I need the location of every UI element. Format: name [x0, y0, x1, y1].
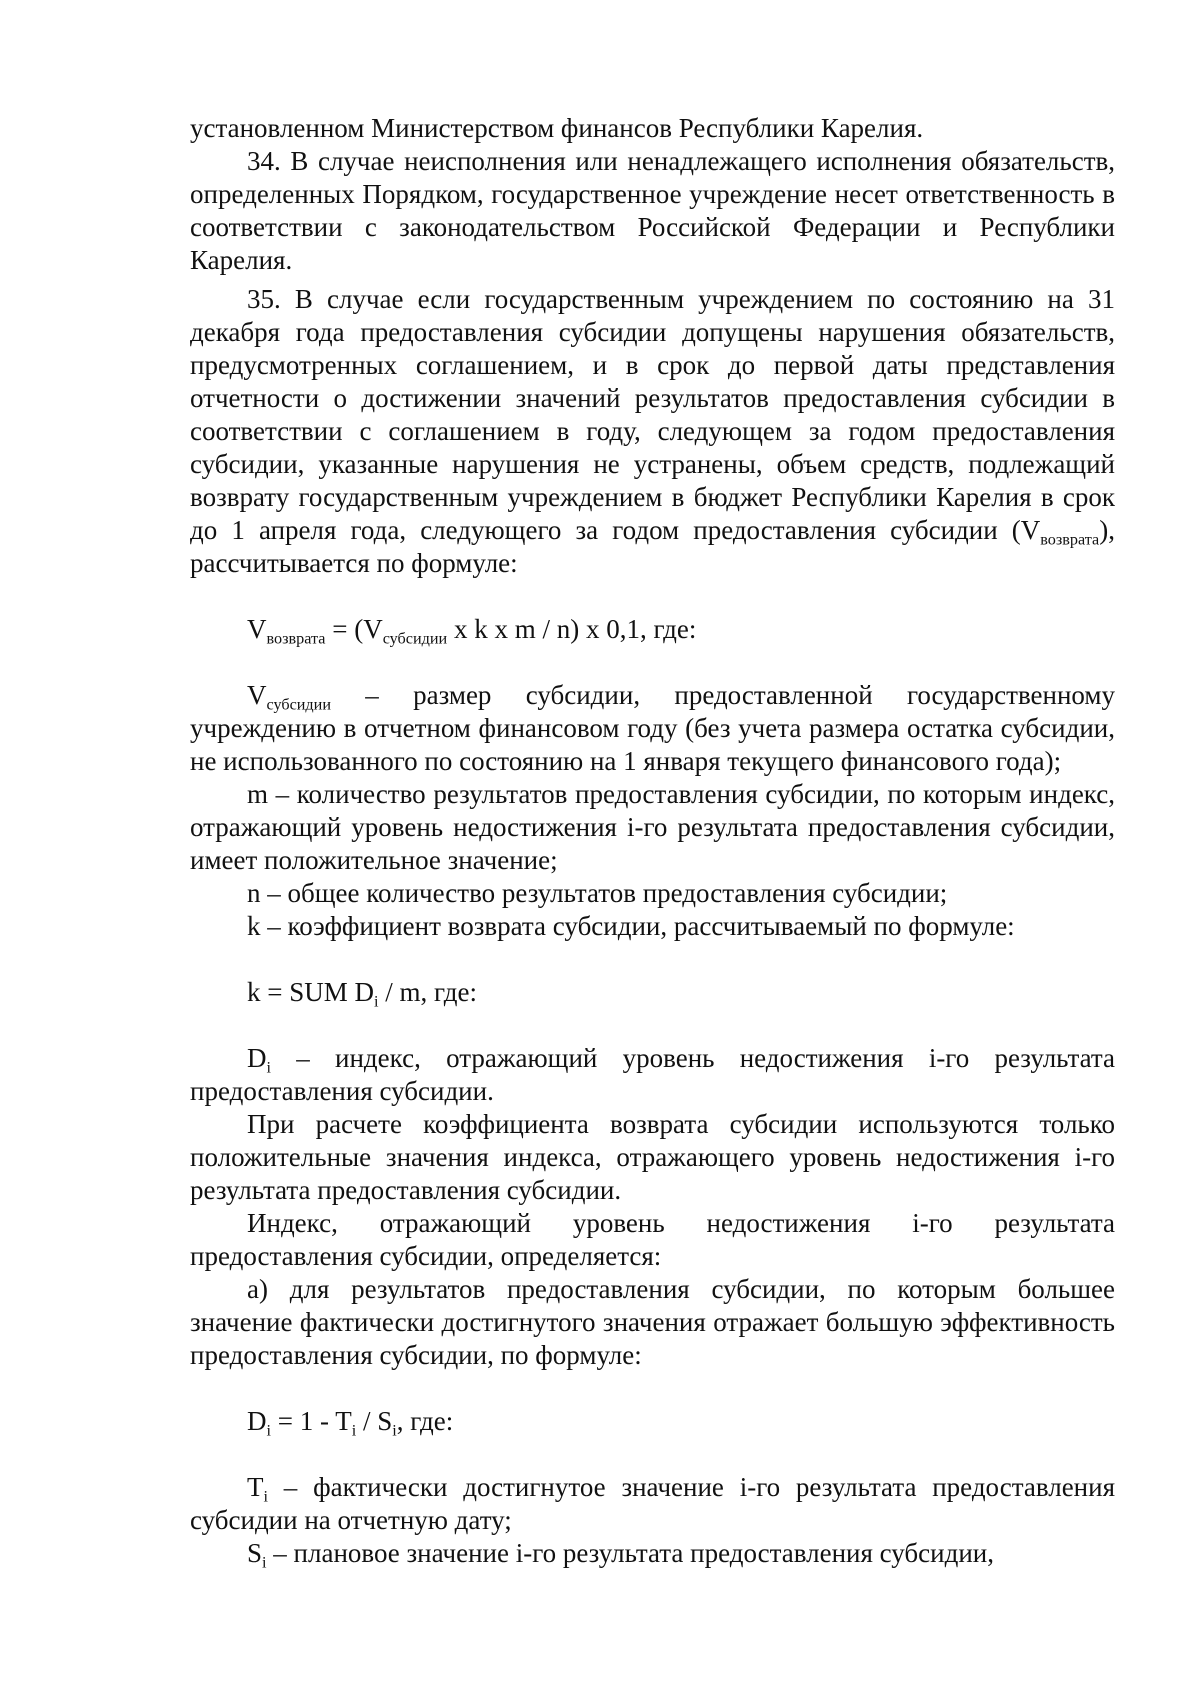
- formula-symbol: V: [247, 614, 267, 644]
- paragraph-34: 34. В случае неисполнения или ненадлежащего исполнения обязательств, определенных Порядком, государственное учреждение несет ответственность в соответствии с законодательством Российской Федерации и Республики Карелия.: [190, 146, 1115, 275]
- formula-k: [190, 976, 1115, 1009]
- formula-subscript: i: [392, 1421, 397, 1440]
- definition-s: [190, 1537, 1115, 1570]
- document-page: [190, 112, 1115, 1570]
- formula-part: , где:: [396, 1406, 454, 1436]
- definition-symbol: D: [247, 1043, 267, 1073]
- paragraph-35-subscript: возврата: [1040, 530, 1100, 549]
- definition-subscript: i: [262, 1553, 267, 1572]
- formula-part: = (V: [325, 614, 383, 644]
- definition-m: m – количество результатов предоставления субсидии, по которым индекс, отражающий уровень недостижения i-го результата предоставления субсидии, имеет положительное значение;: [190, 779, 1115, 875]
- formula-subscript: i: [374, 992, 379, 1011]
- definition-text: – плановое значение i-го результата предоставления субсидии,: [266, 1538, 994, 1568]
- definition-symbol: S: [247, 1538, 263, 1568]
- paragraph-calc: При расчете коэффициента возврата субсидии используются только положительные значения индекса, отражающего уровень недостижения i-го результата предоставления субсидии.: [190, 1109, 1115, 1205]
- definition-text: – фактически достигнутое значение i-го результата предоставления субсидии на отчетную дату;: [190, 1472, 1115, 1535]
- definition-subscript: субсидии: [266, 695, 331, 714]
- definition-d: [190, 1042, 1115, 1108]
- definition-t: [190, 1471, 1115, 1537]
- definition-subscript: i: [263, 1487, 268, 1506]
- definition-n: n – общее количество результатов предоставления субсидии;: [247, 878, 948, 908]
- formula-part: x k x m / n) x 0,1, где:: [447, 614, 697, 644]
- formula-subscript: i: [266, 1421, 271, 1440]
- formula-part: / S: [356, 1406, 393, 1436]
- formula-part: D: [247, 1406, 267, 1436]
- formula-d: [190, 1405, 1115, 1438]
- definition-k: k – коэффициент возврата субсидии, рассчитываемый по формуле:: [247, 911, 1015, 941]
- definition-text: – индекс, отражающий уровень недостижения i-го результата предоставления субсидии.: [190, 1043, 1115, 1106]
- formula-part: k = SUM D: [247, 977, 374, 1007]
- formula-subscript: возврата: [266, 629, 326, 648]
- formula-part: = 1 - T: [271, 1406, 352, 1436]
- intro-line: установленном Министерством финансов Республики Карелия.: [190, 113, 924, 143]
- definition-symbol: T: [247, 1472, 264, 1502]
- paragraph-item-a: а) для результатов предоставления субсидии, по которым большее значение фактически достигнутого значения отражает большую эффективность предоставления субсидии, по формуле:: [190, 1274, 1115, 1370]
- paragraph-35-text: 35. В случае если государственным учреждением по состоянию на 31 декабря года предоставления субсидии допущены нарушения обязательств, предусмотренных соглашением, и в срок до первой даты представления отчетности о достижении значений результатов предоставления субсидии в соответствии с соглашением в году, следующем за годом предоставления субсидии, указанные нарушения не устранены, объем средств, подлежащий возврату государственным учреждением в бюджет Республики Карелия в срок до 1 апреля года, следующего за годом предоставления субсидии (V: [190, 284, 1115, 545]
- definition-v-subsidy: [190, 679, 1115, 778]
- formula-subscript: субсидии: [382, 629, 448, 648]
- definition-text: – размер субсидии, предоставленной государственному учреждению в отчетном финансовом году (без учета размера остатка субсидии, не использованного по состоянию на 1 января текущего финансового года);: [190, 680, 1115, 776]
- formula-subscript: i: [351, 1421, 357, 1440]
- formula-part: / m, где:: [378, 977, 477, 1007]
- definition-symbol: V: [247, 680, 267, 710]
- definition-subscript: i: [266, 1058, 271, 1077]
- paragraph-index: Индекс, отражающий уровень недостижения i-го результата предоставления субсидии, определяется:: [190, 1208, 1115, 1271]
- paragraph-35-tail: ), рассчитывается по формуле:: [190, 515, 1115, 578]
- paragraph-35: [190, 283, 1115, 580]
- formula-return-volume: [190, 613, 1115, 646]
